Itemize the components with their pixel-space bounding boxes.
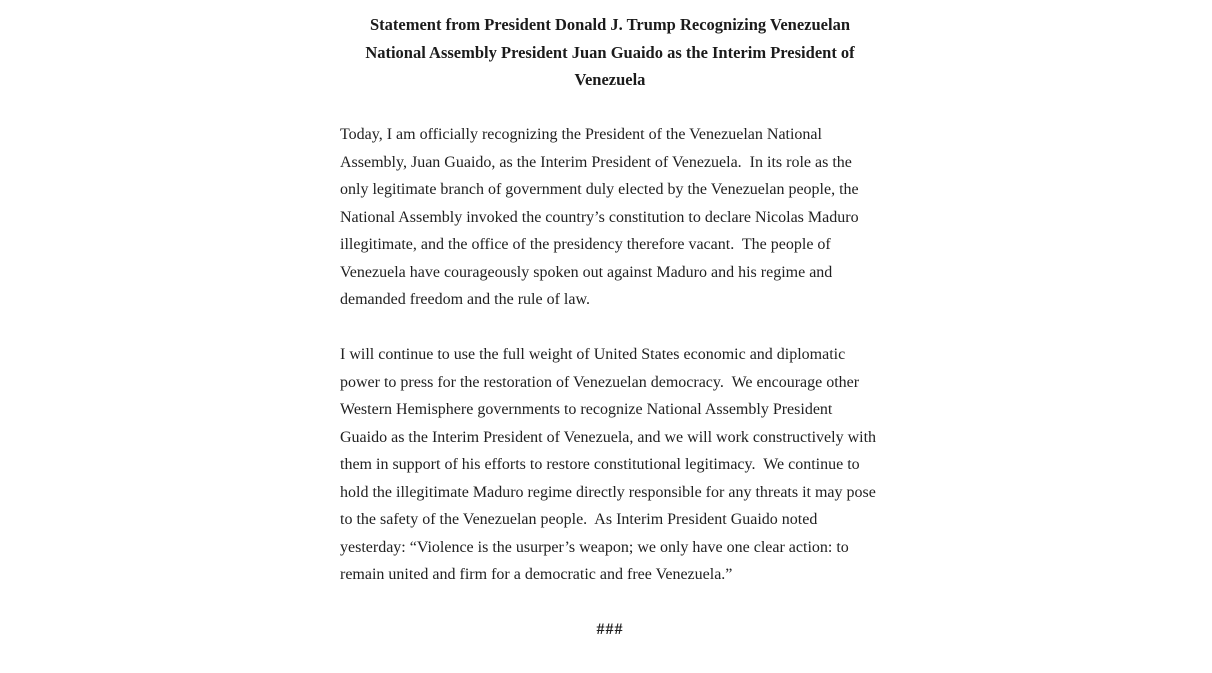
document-title: Statement from President Donald J. Trump Recognizing Venezuelan National Assembly President Juan Guaido as the Interim President of Venezuela (365, 15, 855, 89)
statement-document (340, 11, 880, 644)
statement-paragraph-2: I will continue to use the full weight of United States economic and diplomatic power to press for the restoration of Venezuelan democracy. We encourage other Western Hemisphere governments to recognize National Assembly President Guaido as the Interim President of Venezuela, and we will work constructively with them in support of his efforts to restore constitutional legitimacy. We continue to hold the illegitimate Maduro regime directly responsible for any threats it may pose to the safety of the Venezuelan people. As Interim President Guaido noted yesterday: “Violence is the usurper’s weapon; we only have one clear action: to remain united and firm for a democratic and free Venezuela.” (340, 346, 881, 583)
statement-paragraph-1: Today, I am officially recognizing the President of the Venezuelan National Assembly, Juan Guaido, as the Interim President of Venezuela. In its role as the only legitimate branch of government duly elected by the Venezuelan people, the National Assembly invoked the country’s constitution to declare Nicolas Maduro illegitimate, and the office of the presidency therefore vacant. The people of Venezuela have courageously spoken out against Maduro and his regime and demanded freedom and the rule of law. (340, 126, 863, 308)
end-marker: ### (596, 621, 624, 638)
